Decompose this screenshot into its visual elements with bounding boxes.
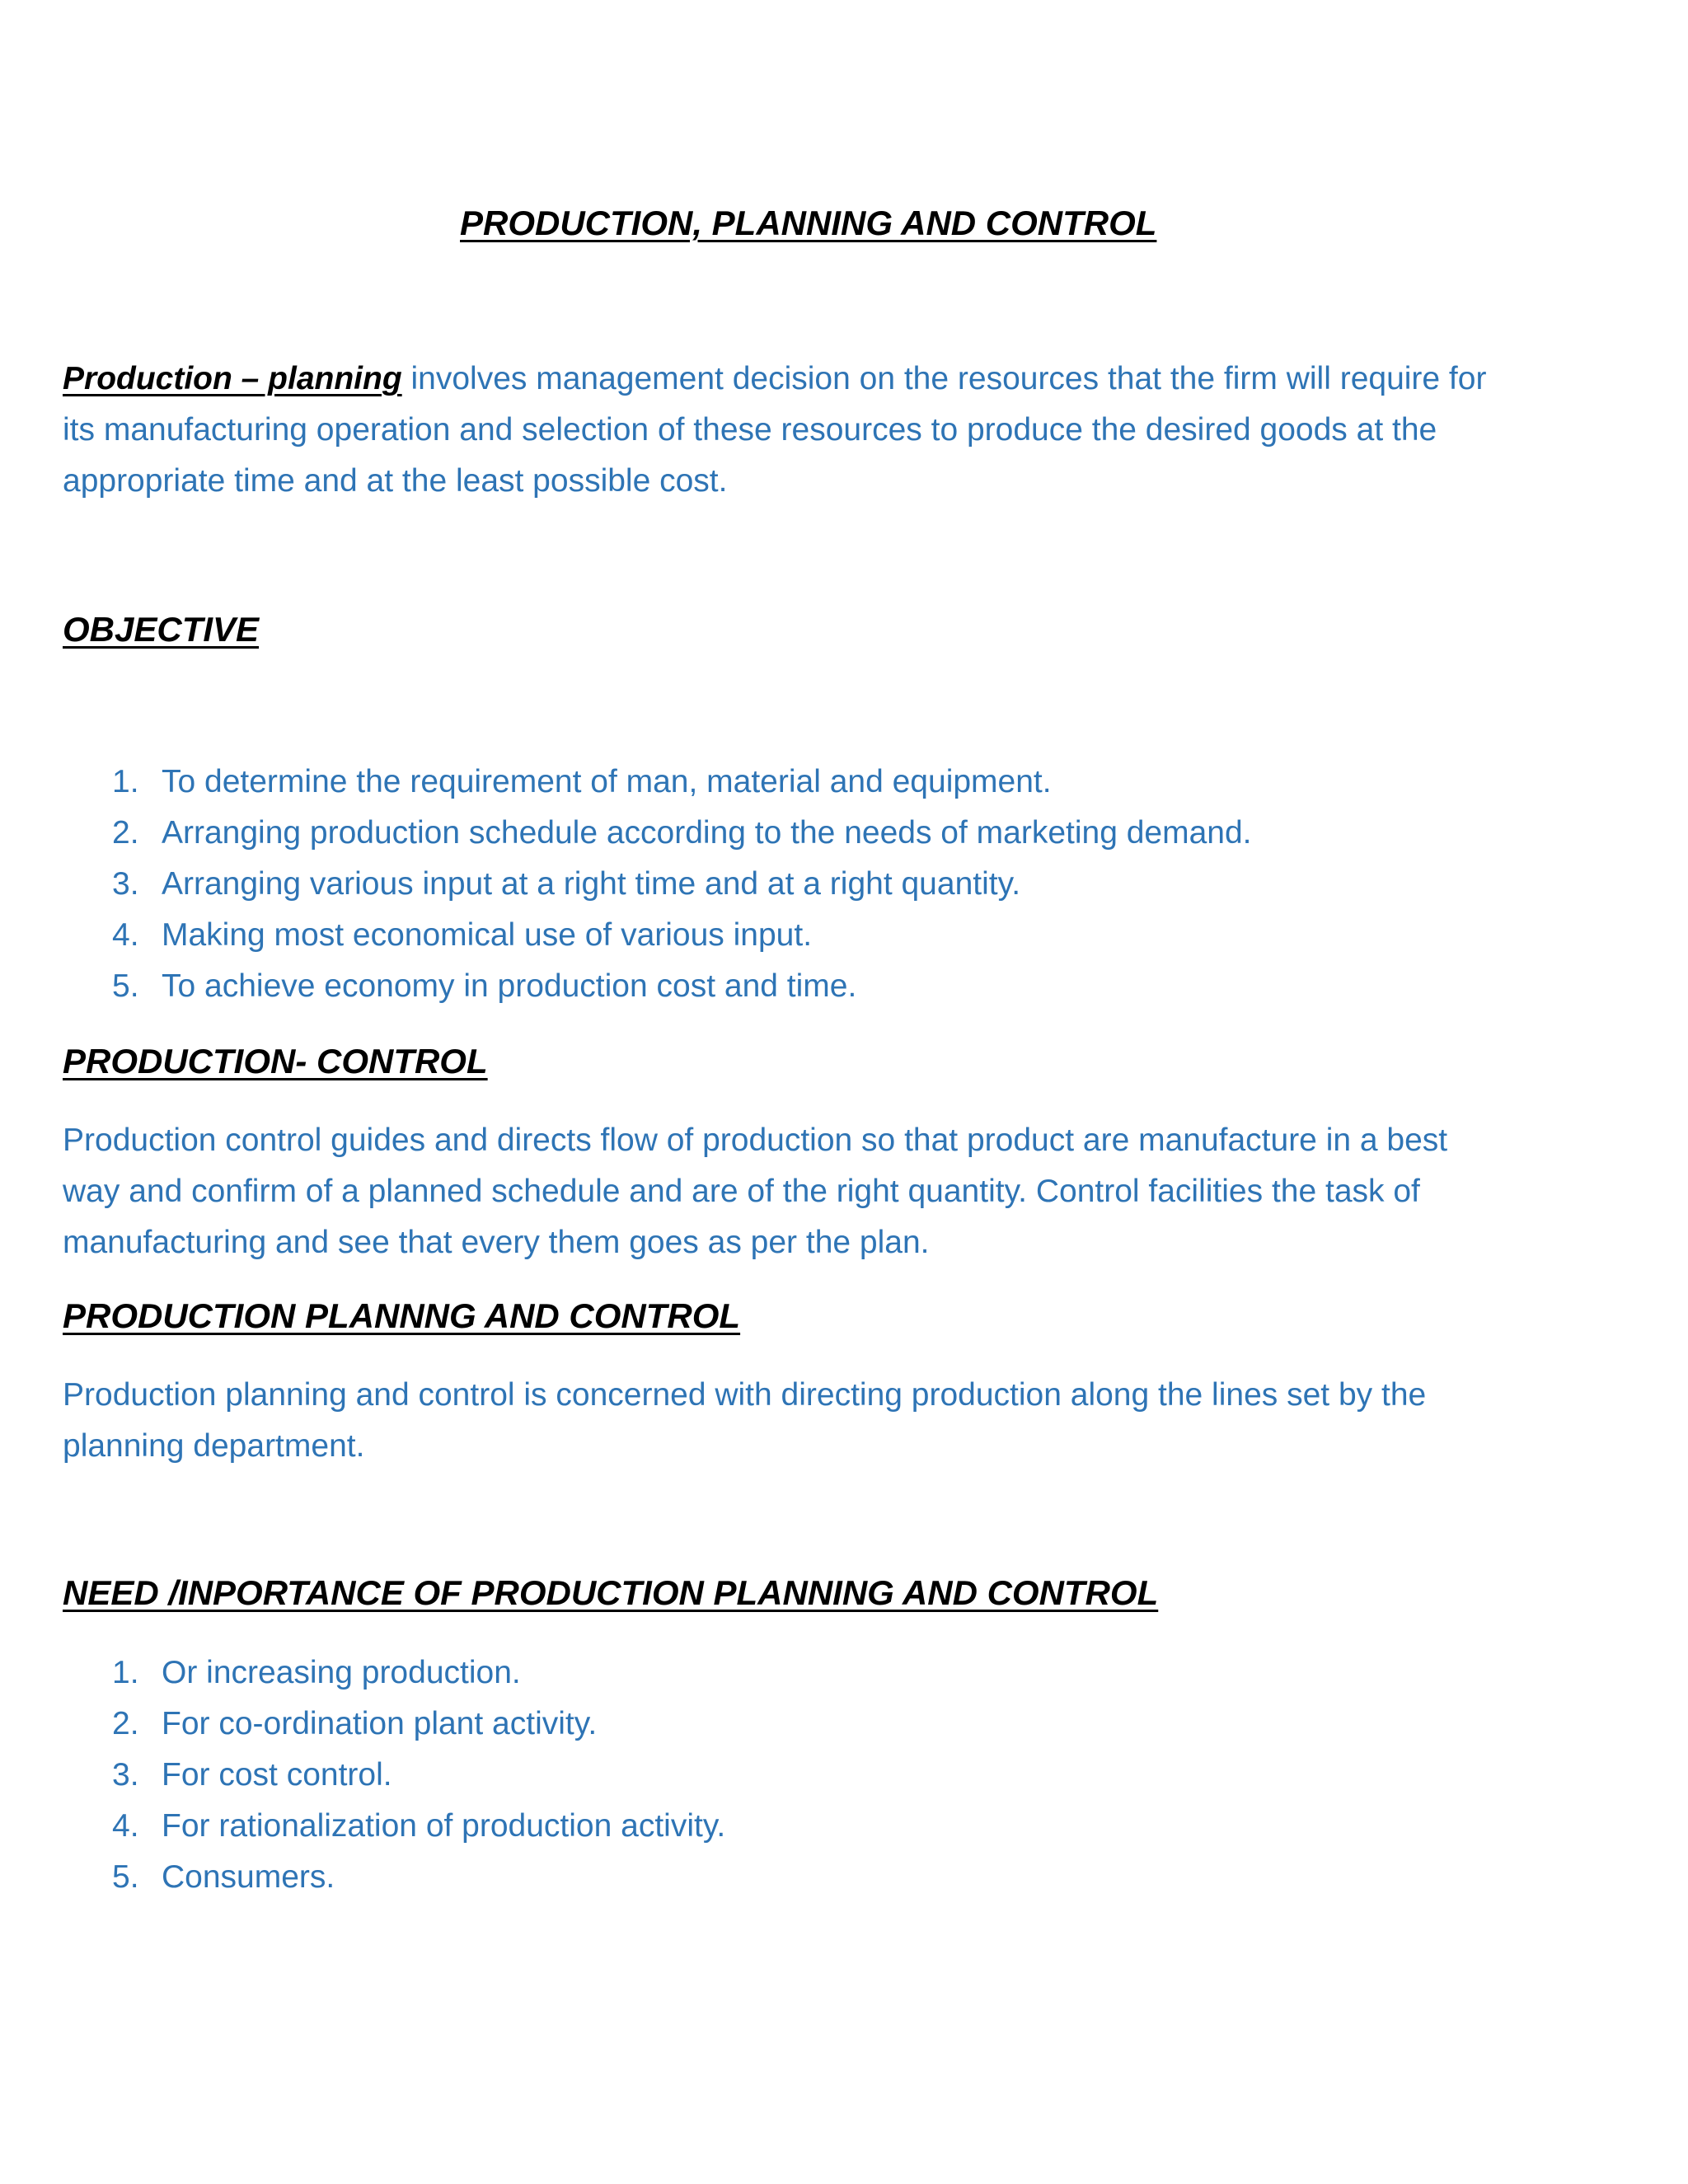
- list-item-number: 2.: [112, 815, 139, 851]
- list-item-number: 3.: [112, 1757, 139, 1793]
- list-item: [0, 910, 1252, 961]
- ppc-heading: PRODUCTION PLANNNG AND CONTROL: [63, 1296, 741, 1335]
- objective-heading: OBJECTIVE: [63, 610, 260, 649]
- list-item-number: 2.: [112, 1706, 139, 1741]
- list-item-text: For co-ordination plant activity.: [162, 1706, 598, 1741]
- list-item-number: 1.: [112, 1655, 139, 1690]
- intro-paragraph: [63, 354, 1497, 507]
- list-item-text: Arranging production schedule according to the needs of marketing demand.: [162, 815, 1252, 851]
- list-item-text: Making most economical use of various input.: [162, 917, 813, 953]
- production-control-paragraph: Production control guides and directs flow of production so that product are manufacture in a best way and confirm of a planned schedule and are of the right quantity. Control facilities the task of manufacturing and see that every them goes as per the plan.: [63, 1122, 1448, 1260]
- list-item-text: Arranging various input at a right time and at a right quantity.: [162, 866, 1021, 902]
- list-item-number: 5.: [112, 968, 139, 1004]
- list-item-number: 1.: [112, 764, 139, 799]
- intro-text: involves management decision on the resources that the firm will require for its manufacturing operation and selection of these resources to produce the desired goods at the appropriate time and at the least possible cost.: [63, 361, 1487, 499]
- need-heading: NEED /INPORTANCE OF PRODUCTION PLANNING AND CONTROL: [63, 1573, 1159, 1612]
- production-control-heading: PRODUCTION- CONTROL: [63, 1042, 488, 1080]
- list-item-number: 4.: [112, 917, 139, 953]
- list-item: [0, 961, 1252, 1012]
- list-item-number: 5.: [112, 1859, 139, 1895]
- list-item: [0, 757, 1252, 808]
- list-item-text: To determine the requirement of man, material and equipment.: [162, 764, 1052, 799]
- list-item: [0, 1801, 725, 1852]
- list-item-text: Or increasing production.: [162, 1655, 521, 1690]
- list-item-text: For cost control.: [162, 1757, 392, 1793]
- objective-list: [0, 757, 1252, 1012]
- list-item: [0, 1750, 725, 1801]
- ppc-paragraph: Production planning and control is concerned with directing production along the lines set by the planning department.: [63, 1377, 1427, 1464]
- intro-term: Production – planning: [63, 361, 402, 396]
- list-item-number: 3.: [112, 866, 139, 902]
- need-list: [0, 1647, 725, 1903]
- list-item-text: For rationalization of production activity.: [162, 1808, 726, 1844]
- list-item-text: Consumers.: [162, 1859, 335, 1895]
- list-item-number: 4.: [112, 1808, 139, 1844]
- list-item: [0, 1699, 725, 1750]
- page-title: PRODUCTION, PLANNING AND CONTROL: [460, 204, 1157, 242]
- list-item: [0, 859, 1252, 910]
- list-item-text: To achieve economy in production cost and time.: [162, 968, 857, 1004]
- list-item: [0, 1852, 725, 1903]
- list-item: [0, 808, 1252, 859]
- list-item: [0, 1647, 725, 1699]
